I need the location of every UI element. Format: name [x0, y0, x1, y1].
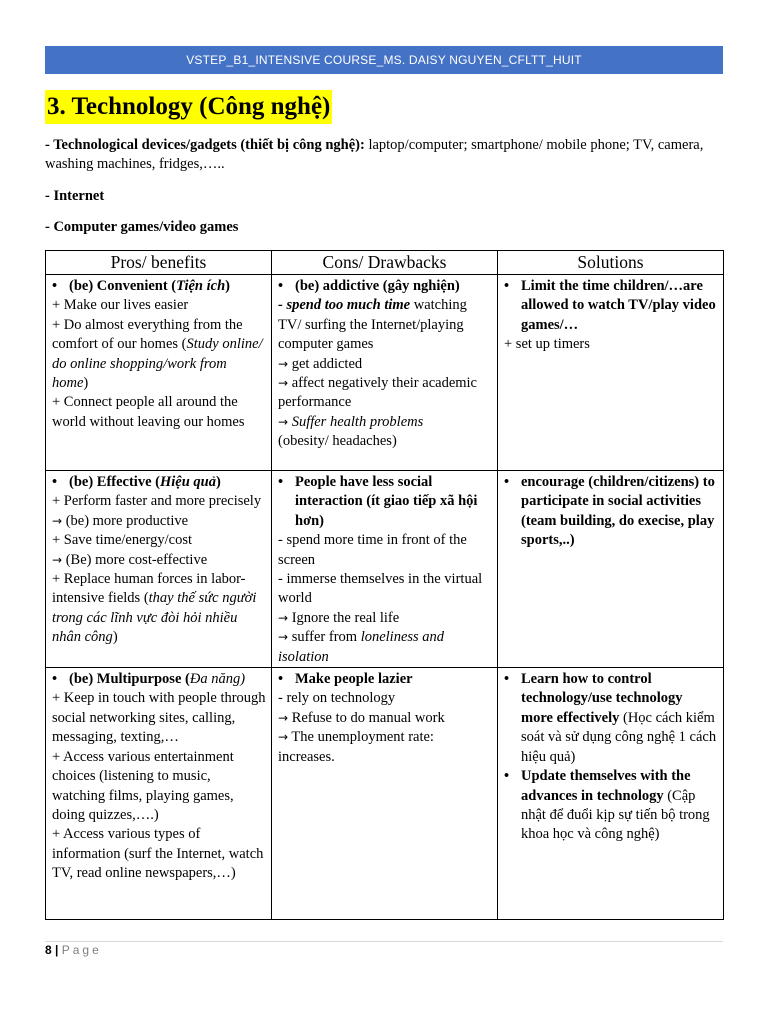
bullet-icon: • — [278, 278, 284, 294]
arrow-right-icon: → — [278, 730, 289, 745]
header-cons: Cons/ Drawbacks — [272, 251, 498, 275]
pros1-bullet-italic: Tiện ích — [176, 278, 226, 294]
cons3-line3-text: The unemployment rate: increases. — [278, 729, 434, 765]
table-row — [46, 275, 724, 471]
cons3-bullet: Make people lazier — [295, 671, 413, 688]
pros1-bullet: (be) Convenient ( — [69, 278, 177, 294]
pros3-line1: + Keep in touch with people through social networking sites, calling, messaging, texting,… — [52, 690, 266, 746]
cell-pros-1 — [46, 275, 272, 471]
bullet-icon: • — [278, 671, 284, 688]
page-footer — [45, 943, 102, 957]
header-solutions: Solutions — [498, 251, 724, 275]
cell-cons-3 — [272, 668, 498, 920]
sol3-bullet1: Learn how to control technology/use technology more effectively — [521, 671, 683, 726]
cons3-line2-text: Refuse to do manual work — [288, 709, 445, 726]
bullet-icon: • — [504, 768, 510, 785]
intro-internet — [45, 187, 725, 206]
pros2-line1b: (be) more productive — [62, 512, 189, 529]
arrow-right-icon: → — [52, 552, 63, 567]
page-label: Page — [61, 943, 102, 957]
cons1-line5: (obesity/ headaches) — [278, 433, 397, 450]
cell-pros-2 — [46, 471, 272, 668]
intro-devices-text: laptop/computer; smartphone/ mobile phone; TV, camera, washing machines, fridges,….. — [45, 137, 704, 172]
pros1-bullet-end: ) — [225, 278, 230, 294]
pros2-line2: + Save time/energy/cost — [52, 532, 192, 549]
pros2-line4-italic: thay thế sức người trong các lĩnh vực đòi hỏi nhiều nhân công — [52, 590, 257, 646]
pros2-line4a: + Replace human forces in labor-intensive fields ( — [52, 571, 246, 607]
arrow-right-icon: → — [52, 513, 63, 528]
intro-devices-label: - Technological devices/gadgets (thiết bị công nghệ): — [45, 137, 365, 153]
intro-games-label: - Computer games/video games — [45, 219, 239, 235]
sol3-bullet2: Update themselves with the advances in technology — [521, 768, 691, 804]
pros1-line2b: ) — [83, 375, 89, 392]
intro-internet-label: - Internet — [45, 188, 105, 204]
pros1-line2 — [52, 316, 266, 394]
bullet-icon: • — [278, 474, 284, 490]
cons1-line1 — [278, 296, 492, 354]
pros3-bullet: (be) Multipurpose ( — [69, 671, 190, 688]
comparison-table — [45, 250, 724, 920]
cell-cons-2 — [272, 471, 498, 668]
arrow-right-icon: → — [278, 610, 289, 625]
cell-pros-3 — [46, 668, 272, 920]
bullet-icon: • — [504, 474, 510, 490]
footer-divider — [45, 941, 723, 942]
pros2-bullet-italic: Hiệu quả — [159, 474, 216, 490]
cons3-line2 — [278, 709, 492, 728]
pros3-line3: + Access various types of information (surf the Internet, watch TV, read online newspapers,…) — [52, 826, 264, 882]
sol2-bullet: encourage (children/citizens) to participate in social activities (team building, do execise, play sports,..) — [521, 474, 715, 549]
pros2-line3 — [52, 551, 266, 570]
sol3-bullet2-note: (Cập nhật để đuổi kịp sự tiến bộ trong khoa học và công nghệ) — [521, 787, 710, 843]
arrow-right-icon: → — [278, 710, 289, 725]
sol1-line1: + set up timers — [504, 336, 590, 353]
cons3-line1: - rely on technology — [278, 690, 396, 707]
bullet-icon: • — [52, 671, 58, 688]
header-pros: Pros/ benefits — [46, 251, 272, 275]
arrow-right-icon: → — [278, 376, 289, 391]
arrow-right-icon: → — [278, 414, 289, 429]
pros3-line2: + Access various entertainment choices (listening to music, watching films, playing games, doing quizzes,….) — [52, 748, 234, 823]
bullet-icon: • — [52, 278, 58, 294]
cons3-line3 — [278, 728, 492, 767]
page-number: 8 — [45, 943, 52, 957]
cons1-bullet: (be) addictive (gây nghiện) — [295, 278, 460, 294]
section-title: 3. Technology (Công nghệ) — [45, 90, 332, 124]
cons2-line2: - immerse themselves in the virtual world — [278, 571, 483, 607]
pros2-line1 — [52, 492, 266, 531]
bullet-icon: • — [504, 278, 510, 294]
cons2-line3-text: Ignore the real life — [288, 609, 400, 626]
pros1-line3: + Connect people all around the world without leaving our homes — [52, 394, 245, 430]
cons1-line3 — [278, 374, 492, 413]
cons1-line4 — [278, 413, 492, 432]
cons1-line2 — [278, 355, 492, 374]
cons2-line4-italic: loneliness and isolation — [278, 629, 445, 665]
cons1-line1-rest: watching TV/ surfing the Internet/playing computer games — [278, 297, 467, 353]
intro-games — [45, 218, 725, 237]
pros2-bullet: (be) Effective ( — [69, 474, 160, 490]
cons1-line1-bold: - spend too much time — [278, 297, 411, 314]
pros2-line4b: ) — [112, 629, 118, 646]
table-header-row — [46, 251, 724, 275]
pros1-line2a: + Do almost everything from the comfort of our homes ( — [52, 316, 243, 353]
cons1-line2-text: get addicted — [288, 355, 363, 372]
page-separator: | — [51, 943, 62, 957]
sol1-bullet: Limit the time children/…are allowed to watch TV/play video games/… — [521, 278, 716, 333]
cell-solutions-1 — [498, 275, 724, 471]
pros2-bullet-end: ) — [215, 474, 221, 490]
pros3-bullet-italic: Đa năng) — [189, 671, 246, 688]
pros2-line4 — [52, 570, 266, 648]
arrow-right-icon: → — [278, 630, 289, 645]
pros1-line2-italic: Study online/ do online shopping/work from home — [52, 336, 263, 392]
pros2-line3-text: (Be) more cost-effective — [62, 551, 208, 568]
sol3-bullet1-note: (Học cách kiểm soát và sử dụng công nghệ 1 cách hiệu quả) — [521, 709, 717, 765]
header-text: VSTEP_B1_INTENSIVE COURSE_MS. DAISY NGUYEN_CFLTT_HUIT — [186, 53, 582, 67]
cons2-line4a: suffer from — [288, 629, 361, 646]
cell-solutions-3 — [498, 668, 724, 920]
table-row — [46, 668, 724, 920]
cons1-line4-text: Suffer health problems — [288, 413, 424, 430]
arrow-right-icon: → — [278, 356, 289, 371]
cons1-line3-text: affect negatively their academic performance — [278, 375, 477, 411]
cons2-line4 — [278, 628, 492, 667]
cell-cons-1 — [272, 275, 498, 471]
pros1-line1: + Make our lives easier — [52, 297, 189, 314]
header-bar — [45, 46, 723, 74]
cons2-line3 — [278, 609, 492, 628]
cell-solutions-2 — [498, 471, 724, 668]
pros2-line1a: + Perform faster and more precisely — [52, 493, 262, 510]
cons2-bullet: People have less social interaction (ít giao tiếp xã hội hơn) — [295, 474, 478, 529]
bullet-icon: • — [52, 474, 58, 490]
bullet-icon: • — [504, 671, 510, 688]
intro-devices — [45, 136, 725, 174]
table-row — [46, 471, 724, 668]
cons2-line1: - spend more time in front of the screen — [278, 532, 467, 568]
